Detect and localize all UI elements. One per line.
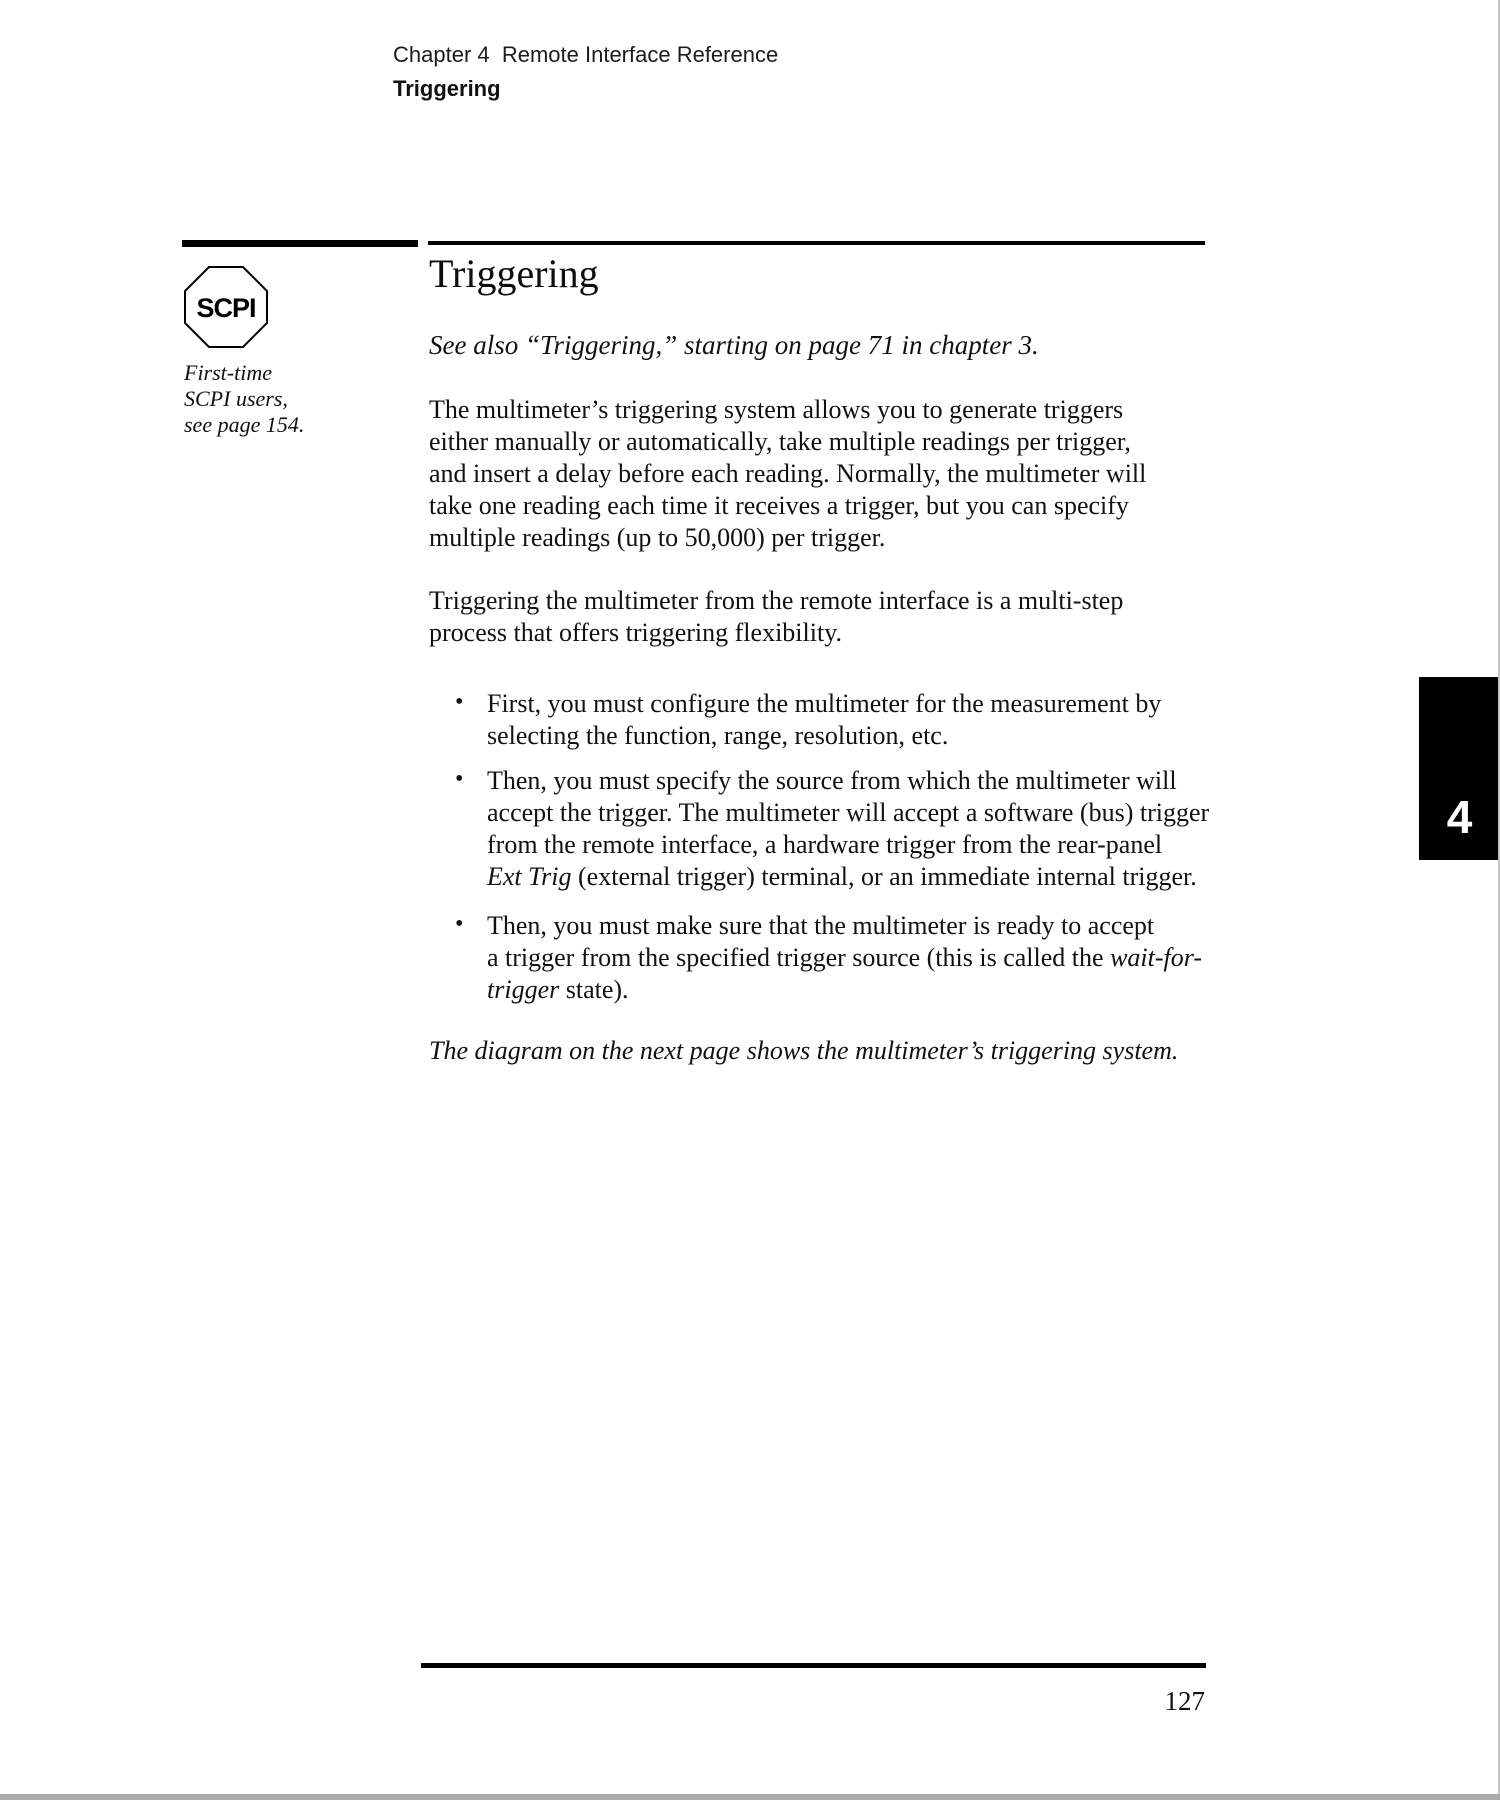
see-also-note: See also “Triggering,” starting on page 71 in chapter 3.	[429, 330, 1039, 360]
bullet-line-rest: state).	[559, 975, 629, 1004]
bullet-line: Then, you must make sure that the multimeter is ready to accept	[487, 911, 1155, 940]
paragraph-line: process that offers triggering flexibility.	[429, 618, 843, 647]
header-chapter: Chapter 4 Remote Interface Reference	[393, 42, 779, 67]
page-number: 127	[1164, 1686, 1205, 1716]
bullet-line-pre: a trigger from the specified trigger source (this is called the	[487, 943, 1111, 972]
margin-note-line: see page 154.	[184, 412, 305, 437]
bullet-marker: •	[455, 911, 464, 937]
closing-note: The diagram on the next page shows the multimeter’s triggering system.	[429, 1036, 1179, 1065]
bullet-line	[487, 942, 1202, 974]
footer-rule	[421, 1663, 1206, 1668]
bullet-line: accept the trigger. The multimeter will accept a software (bus) trigger	[487, 798, 1210, 827]
content-rule	[428, 241, 1205, 245]
wait-for-trigger-term: wait-for-	[1110, 943, 1202, 972]
header-section-title: Triggering	[393, 76, 501, 101]
margin-note-line: First-time	[184, 360, 272, 385]
bullet-line	[487, 861, 1209, 893]
wait-for-trigger-term: trigger	[487, 975, 560, 1004]
bullet-line: selecting the function, range, resolution, etc.	[487, 721, 949, 750]
intro-paragraph	[429, 394, 1146, 554]
bullet-configure	[455, 688, 1161, 752]
paragraph-line: Triggering the multimeter from the remote interface is a multi-step	[429, 586, 1124, 615]
bullet-marker: •	[455, 766, 464, 792]
paragraph-line: multiple readings (up to 50,000) per trigger.	[429, 523, 886, 552]
bullet-wait-for-trigger	[455, 910, 1202, 1006]
bullet-line: Then, you must specify the source from which the multimeter will	[487, 766, 1177, 795]
scpi-octagon-icon	[184, 266, 268, 348]
scpi-icon-label: SCPI	[196, 293, 256, 323]
multistep-paragraph	[429, 585, 1123, 649]
bullet-line: First, you must configure the multimeter for the measurement by	[487, 689, 1162, 718]
bullet-marker: •	[455, 689, 464, 715]
bullet-line	[487, 974, 1202, 1006]
scan-edge-bottom	[0, 1794, 1500, 1800]
bullet-line-rest: (external trigger) terminal, or an immediate internal trigger.	[571, 862, 1197, 891]
sidebar-rule	[182, 240, 418, 247]
paragraph-line: The multimeter’s triggering system allows you to generate triggers	[429, 395, 1124, 424]
page-title: Triggering	[429, 251, 599, 296]
paragraph-line: either manually or automatically, take multiple readings per trigger,	[429, 427, 1131, 456]
bullet-trigger-source	[455, 765, 1209, 893]
paragraph-line: take one reading each time it receives a trigger, but you can specify	[429, 491, 1129, 520]
bullet-line: from the remote interface, a hardware trigger from the rear-panel	[487, 830, 1163, 859]
ext-trig-term: Ext Trig	[487, 862, 572, 891]
chapter-tab	[1419, 677, 1500, 860]
margin-note	[184, 360, 304, 438]
margin-note-line: SCPI users,	[184, 386, 288, 411]
chapter-tab-number: 4	[1446, 791, 1473, 843]
paragraph-line: and insert a delay before each reading. Normally, the multimeter will	[429, 459, 1147, 488]
